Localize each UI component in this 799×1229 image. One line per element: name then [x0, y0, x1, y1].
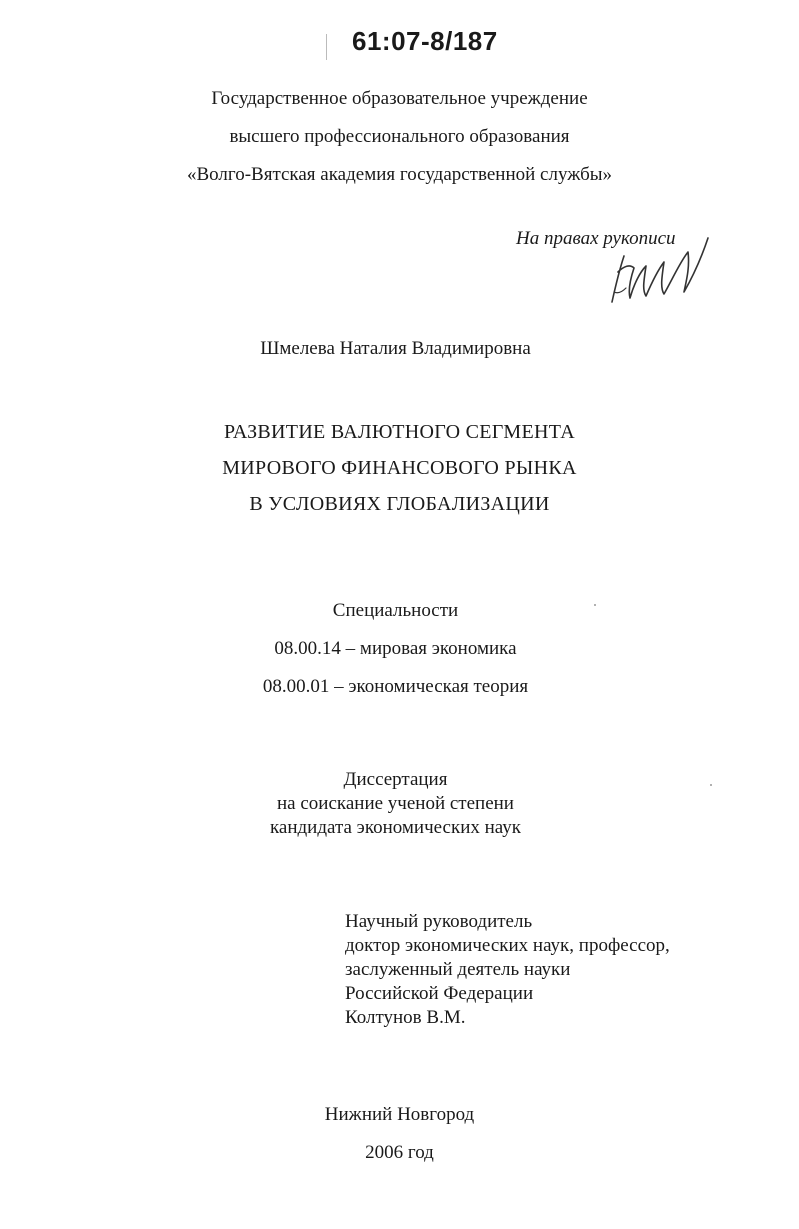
author-name: Шмелева Наталия Владимировна — [260, 338, 531, 359]
city: Нижний Новгород — [324, 1104, 475, 1125]
scan-mark — [326, 34, 327, 60]
title-line: РАЗВИТИЕ ВАЛЮТНОГО СЕГМЕНТА — [223, 421, 575, 443]
degree-line: на соискание ученой степени — [277, 793, 514, 814]
specialties-block — [0, 592, 795, 706]
title-line: МИРОВОГО ФИНАНСОВОГО РЫНКА — [222, 457, 577, 479]
year: 2006 год — [365, 1142, 434, 1163]
supervisor-block — [345, 910, 670, 1030]
degree-block — [0, 768, 795, 840]
scan-speck — [594, 604, 596, 606]
institution-line: «Волго-Вятская академия государственной службы» — [186, 164, 613, 185]
institution-line: высшего профессионального образования — [229, 126, 570, 147]
institution-line: Государственное образовательное учреждение — [211, 88, 588, 109]
supervisor-line: заслуженный деятель науки — [345, 959, 571, 980]
degree-line: кандидата экономических наук — [269, 817, 522, 838]
dissertation-title — [0, 414, 799, 522]
supervisor-line: Колтунов В.М. — [345, 1007, 466, 1028]
archive-stamp: 61:07-8/187 — [352, 26, 498, 56]
specialty-item: 08.00.01 – экономическая теория — [262, 676, 529, 697]
institution-header — [0, 80, 799, 194]
title-line: В УСЛОВИЯХ ГЛОБАЛИЗАЦИИ — [249, 493, 550, 515]
scan-speck — [710, 784, 712, 786]
specialties-heading: Специальности — [332, 600, 459, 621]
signature — [600, 232, 720, 312]
manuscript-note: На правах рукописи — [516, 228, 676, 249]
specialty-item: 08.00.14 – мировая экономика — [274, 638, 517, 659]
degree-line: Диссертация — [343, 769, 448, 790]
supervisor-line: Научный руководитель — [345, 911, 533, 932]
supervisor-line: доктор экономических наук, профессор, — [345, 935, 670, 956]
supervisor-line: Российской Федерации — [345, 983, 534, 1004]
